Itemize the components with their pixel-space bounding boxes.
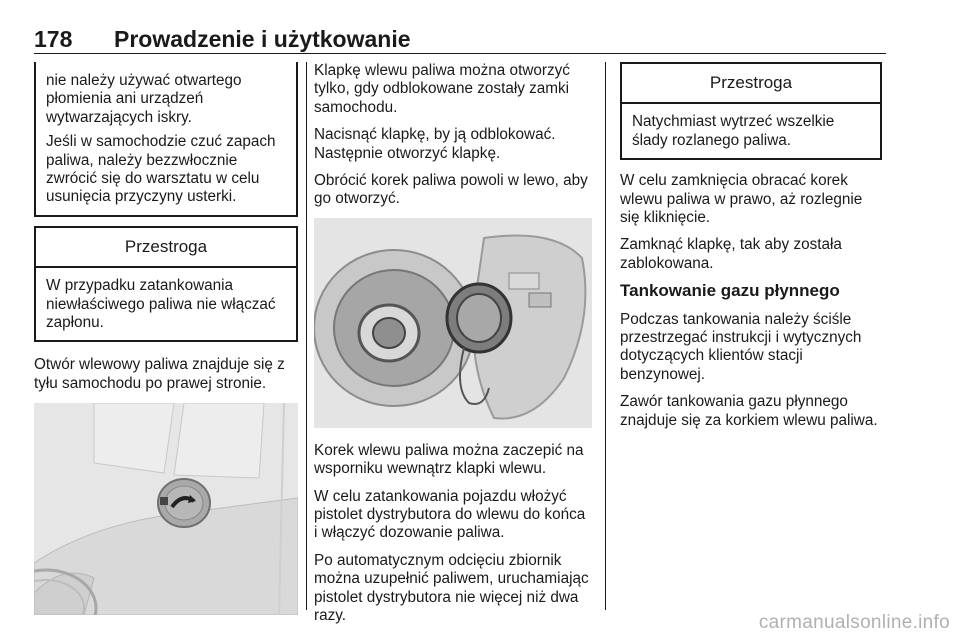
paragraph-close-cap: W celu zamknięcia obracać korek wlewu paliwa w prawo, aż rozlegnie się kliknięcie. [620, 172, 863, 227]
paragraph-lpg-valve: Zawór tankowania gazu płynnego znajduje się za korkiem wlewu paliwa. [620, 393, 878, 429]
paragraph-insert-nozzle: W celu zatankowania pojazdu włożyć pistolet dystrybutora do wlewu do końca i włączyć dozowanie paliwa. [314, 487, 586, 542]
column-1 [34, 62, 298, 615]
caution-box-1 [34, 226, 298, 343]
paragraph-close-flap: Zamknąć klapkę, tak aby została zablokowana. [620, 236, 842, 272]
lpg-section-heading: Tankowanie gazu płynnego [620, 281, 840, 301]
caution-title: Przestroga [36, 228, 296, 268]
paragraph-rotate-cap: Obrócić korek paliwa powoli w lewo, aby go otworzyć. [314, 172, 588, 208]
fuel-cap-illustration [314, 218, 592, 428]
fuel-filler-location-text: Otwór wlewowy paliwa znajduje się z tyłu samochodu po prawej stronie. [34, 356, 285, 392]
car-fuel-flap-icon [34, 403, 298, 615]
page-number: 178 [34, 26, 73, 52]
column-3 [620, 62, 882, 439]
header-divider [34, 53, 886, 54]
paragraph-lpg-instructions: Podczas tankowania należy ściśle przestrzegać instrukcji i wytycznych dotyczących klientów stacji benzynowej. [620, 310, 862, 383]
column-2 [314, 62, 592, 635]
watermark: carmanualsonline.info [758, 612, 950, 633]
page-header [34, 24, 886, 54]
column-divider-2 [605, 62, 606, 610]
paragraph-auto-cutoff: Po automatycznym odcięciu zbiornik można uzupełnić paliwem, uruchamiając pistolet dystrybutora nie więcej niż dwa razy. [314, 551, 589, 625]
warning-text-1: nie należy używać otwartego płomienia ani urządzeń wytwarzających iskry. [46, 72, 242, 126]
caution-title-2: Przestroga [622, 64, 880, 104]
paragraph-unlock-doors: Klapkę wlewu paliwa można otworzyć tylko, gdy odblokowane zostały zamki samochodu. [314, 62, 570, 116]
caution-box-2 [620, 62, 882, 160]
column-divider-1 [306, 62, 307, 610]
fuel-cap-icon [314, 218, 592, 428]
paragraph-hang-cap: Korek wlewu paliwa można zaczepić na wsporniku wewnątrz klapki wlewu. [314, 441, 584, 478]
warning-text-2: Jeśli w samochodzie czuć zapach paliwa, należy bezzwłocznie zwrócić się do warsztatu w celu usunięcia przyczyny usterki. [46, 133, 276, 206]
caution-text: W przypadku zatankowania niewłaściwego paliwa nie włączać zapłonu. [46, 277, 276, 332]
car-fuel-flap-illustration [34, 403, 298, 615]
chapter-title: Prowadzenie i użytkowanie [114, 26, 411, 52]
caution-text-2: Natychmiast wytrzeć wszelkie ślady rozlanego paliwa. [632, 113, 835, 149]
warning-box-continued [34, 62, 298, 217]
paragraph-press-flap: Nacisnąć klapkę, by ją odblokować. Następnie otworzyć klapkę. [314, 126, 556, 162]
